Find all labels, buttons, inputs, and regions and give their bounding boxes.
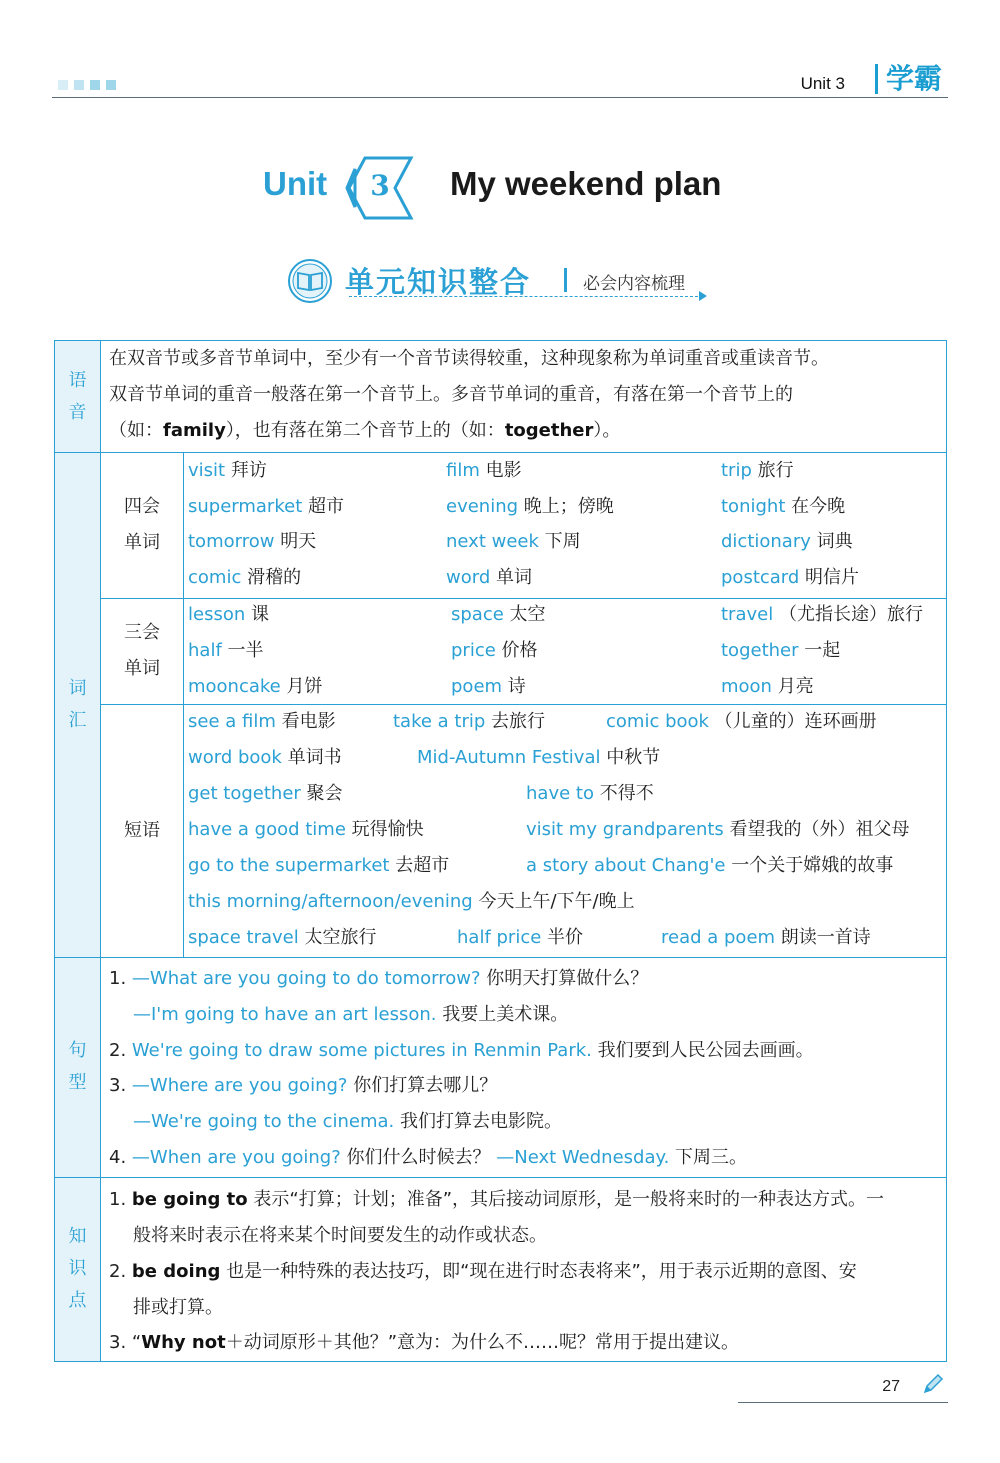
phrase-item: word book 单词书 xyxy=(188,747,342,768)
knowledge-point-cont: 排或打算。 xyxy=(133,1297,223,1318)
pronunciation-line-3: （如：family），也有落在第二个音节上的（如：together）。 xyxy=(109,420,621,441)
phrase-item: go to the supermarket 去超市 xyxy=(188,855,450,876)
vocab-item: evening 晚上；傍晚 xyxy=(446,496,614,517)
vocab-item: moon 月亮 xyxy=(721,676,814,697)
pronunciation-line-2: 双音节单词的重音一般落在第一个音节上。多音节单词的重音，有落在第一个音节上的 xyxy=(109,384,793,405)
vocab-item: lesson 课 xyxy=(188,604,269,625)
row-divider xyxy=(55,452,946,453)
vocab-item: tomorrow 明天 xyxy=(188,531,317,552)
phrase-item: Mid-Autumn Festival 中秋节 xyxy=(417,747,661,768)
row-divider xyxy=(101,598,946,599)
vocab-item: supermarket 超市 xyxy=(188,496,344,517)
header-decoration xyxy=(58,80,116,90)
phrase-item: see a film 看电影 xyxy=(188,711,336,732)
pronunciation-line-1: 在双音节或多音节单词中，至少有一个音节读得较重，这种现象称为单词重音或重读音节。 xyxy=(109,348,829,369)
vocab-item: travel （尤指长途）旅行 xyxy=(721,604,923,625)
title-unit-word: Unit xyxy=(263,165,328,202)
title-unit-number: 3 xyxy=(370,169,390,202)
vocab-item: visit 拜访 xyxy=(188,460,267,481)
vocab-item: comic 滑稽的 xyxy=(188,567,302,588)
category-pronunciation: 语 音 xyxy=(55,341,101,452)
vocab-item: space 太空 xyxy=(451,604,546,625)
subcategory-four-skill-words: 四会 单词 xyxy=(101,452,184,598)
phrase-item: this morning/afternoon/evening 今天上午/下午/晚上 xyxy=(188,891,635,912)
vocab-item: postcard 明信片 xyxy=(721,567,860,588)
vocab-item: tonight 在今晚 xyxy=(721,496,846,517)
sentence-line: 4. —When are you going? 你们什么时候去？ —Next Wednesday. 下周三。 xyxy=(109,1147,748,1168)
page-number: 27 xyxy=(882,1378,900,1395)
knowledge-point: 1. be going to 表示“打算；计划；准备”，其后接动词原形，是一般将来时的一种表达方式。一 xyxy=(109,1189,885,1210)
subcategory-phrases: 短语 xyxy=(101,704,184,957)
vocab-item: trip 旅行 xyxy=(721,460,794,481)
vocab-item: word 单词 xyxy=(446,567,532,588)
phrase-item: have a good time 玩得愉快 xyxy=(188,819,424,840)
row-divider xyxy=(101,704,946,705)
vocab-item: film 电影 xyxy=(446,460,522,481)
section-header xyxy=(285,256,715,304)
section-dashed-line xyxy=(349,296,703,297)
sentence-line: 1. —What are you going to do tomorrow? 你明天打算做什么？ xyxy=(109,968,649,989)
open-book-icon xyxy=(287,258,333,304)
phrase-item: comic book （儿童的）连环画册 xyxy=(606,711,877,732)
header-brand: 学霸 xyxy=(875,64,942,94)
phrase-item: take a trip 去旅行 xyxy=(393,711,546,732)
section-divider xyxy=(564,268,567,292)
vocab-item: dictionary 词典 xyxy=(721,531,853,552)
row-divider xyxy=(55,957,946,958)
category-sentences: 句 型 xyxy=(55,957,101,1177)
header-unit-label: Unit 3 xyxy=(800,74,845,93)
section-subtitle: 必会内容梳理 xyxy=(583,274,685,294)
header-rule xyxy=(52,97,948,98)
phrase-item: read a poem 朗读一首诗 xyxy=(661,927,871,948)
phrase-item: half price 半价 xyxy=(457,927,584,948)
vocab-item: poem 诗 xyxy=(451,676,526,697)
pencil-icon xyxy=(922,1373,944,1395)
phrase-item: have to 不得不 xyxy=(526,783,654,804)
phrase-item: a story about Chang'e 一个关于嫦娥的故事 xyxy=(526,855,894,876)
section-title: 单元知识整合 xyxy=(345,265,532,299)
phrase-item: visit my grandparents 看望我的（外）祖父母 xyxy=(526,819,910,840)
knowledge-point-cont: 般将来时表示在将来某个时间要发生的动作或状态。 xyxy=(133,1225,547,1246)
sentence-line: 2. We're going to draw some pictures in Renmin Park. 我们要到人民公园去画画。 xyxy=(109,1040,814,1061)
title-text: My weekend plan xyxy=(450,165,722,202)
sentence-line: —I'm going to have an art lesson. 我要上美术课。 xyxy=(133,1004,569,1025)
phrase-item: space travel 太空旅行 xyxy=(188,927,377,948)
vocab-item: price 价格 xyxy=(451,640,538,661)
vocab-item: together 一起 xyxy=(721,640,841,661)
knowledge-table xyxy=(54,340,947,1362)
row-divider xyxy=(55,1177,946,1178)
sentence-line: —We're going to the cinema. 我们打算去电影院。 xyxy=(133,1111,563,1132)
subcategory-three-skill-words: 三会 单词 xyxy=(101,598,184,704)
page-title xyxy=(0,155,1000,221)
footer-rule xyxy=(738,1402,948,1403)
category-vocabulary: 词 汇 xyxy=(55,452,101,957)
vocab-item: mooncake 月饼 xyxy=(188,676,323,697)
phrase-item: get together 聚会 xyxy=(188,783,343,804)
vocab-item: half 一半 xyxy=(188,640,264,661)
arrow-right-icon xyxy=(699,291,707,301)
vocab-item: next week 下周 xyxy=(446,531,581,552)
category-knowledge-points: 知 识 点 xyxy=(55,1177,101,1361)
sentence-line: 3. —Where are you going? 你们打算去哪儿？ xyxy=(109,1075,498,1096)
knowledge-point: 2. be doing 也是一种特殊的表达技巧，即“现在进行时态表将来”，用于表示近期的意图、安 xyxy=(109,1261,857,1282)
knowledge-point: 3. “Why not＋动词原形＋其他？”意为：为什么不……呢？常用于提出建议。 xyxy=(109,1332,740,1353)
